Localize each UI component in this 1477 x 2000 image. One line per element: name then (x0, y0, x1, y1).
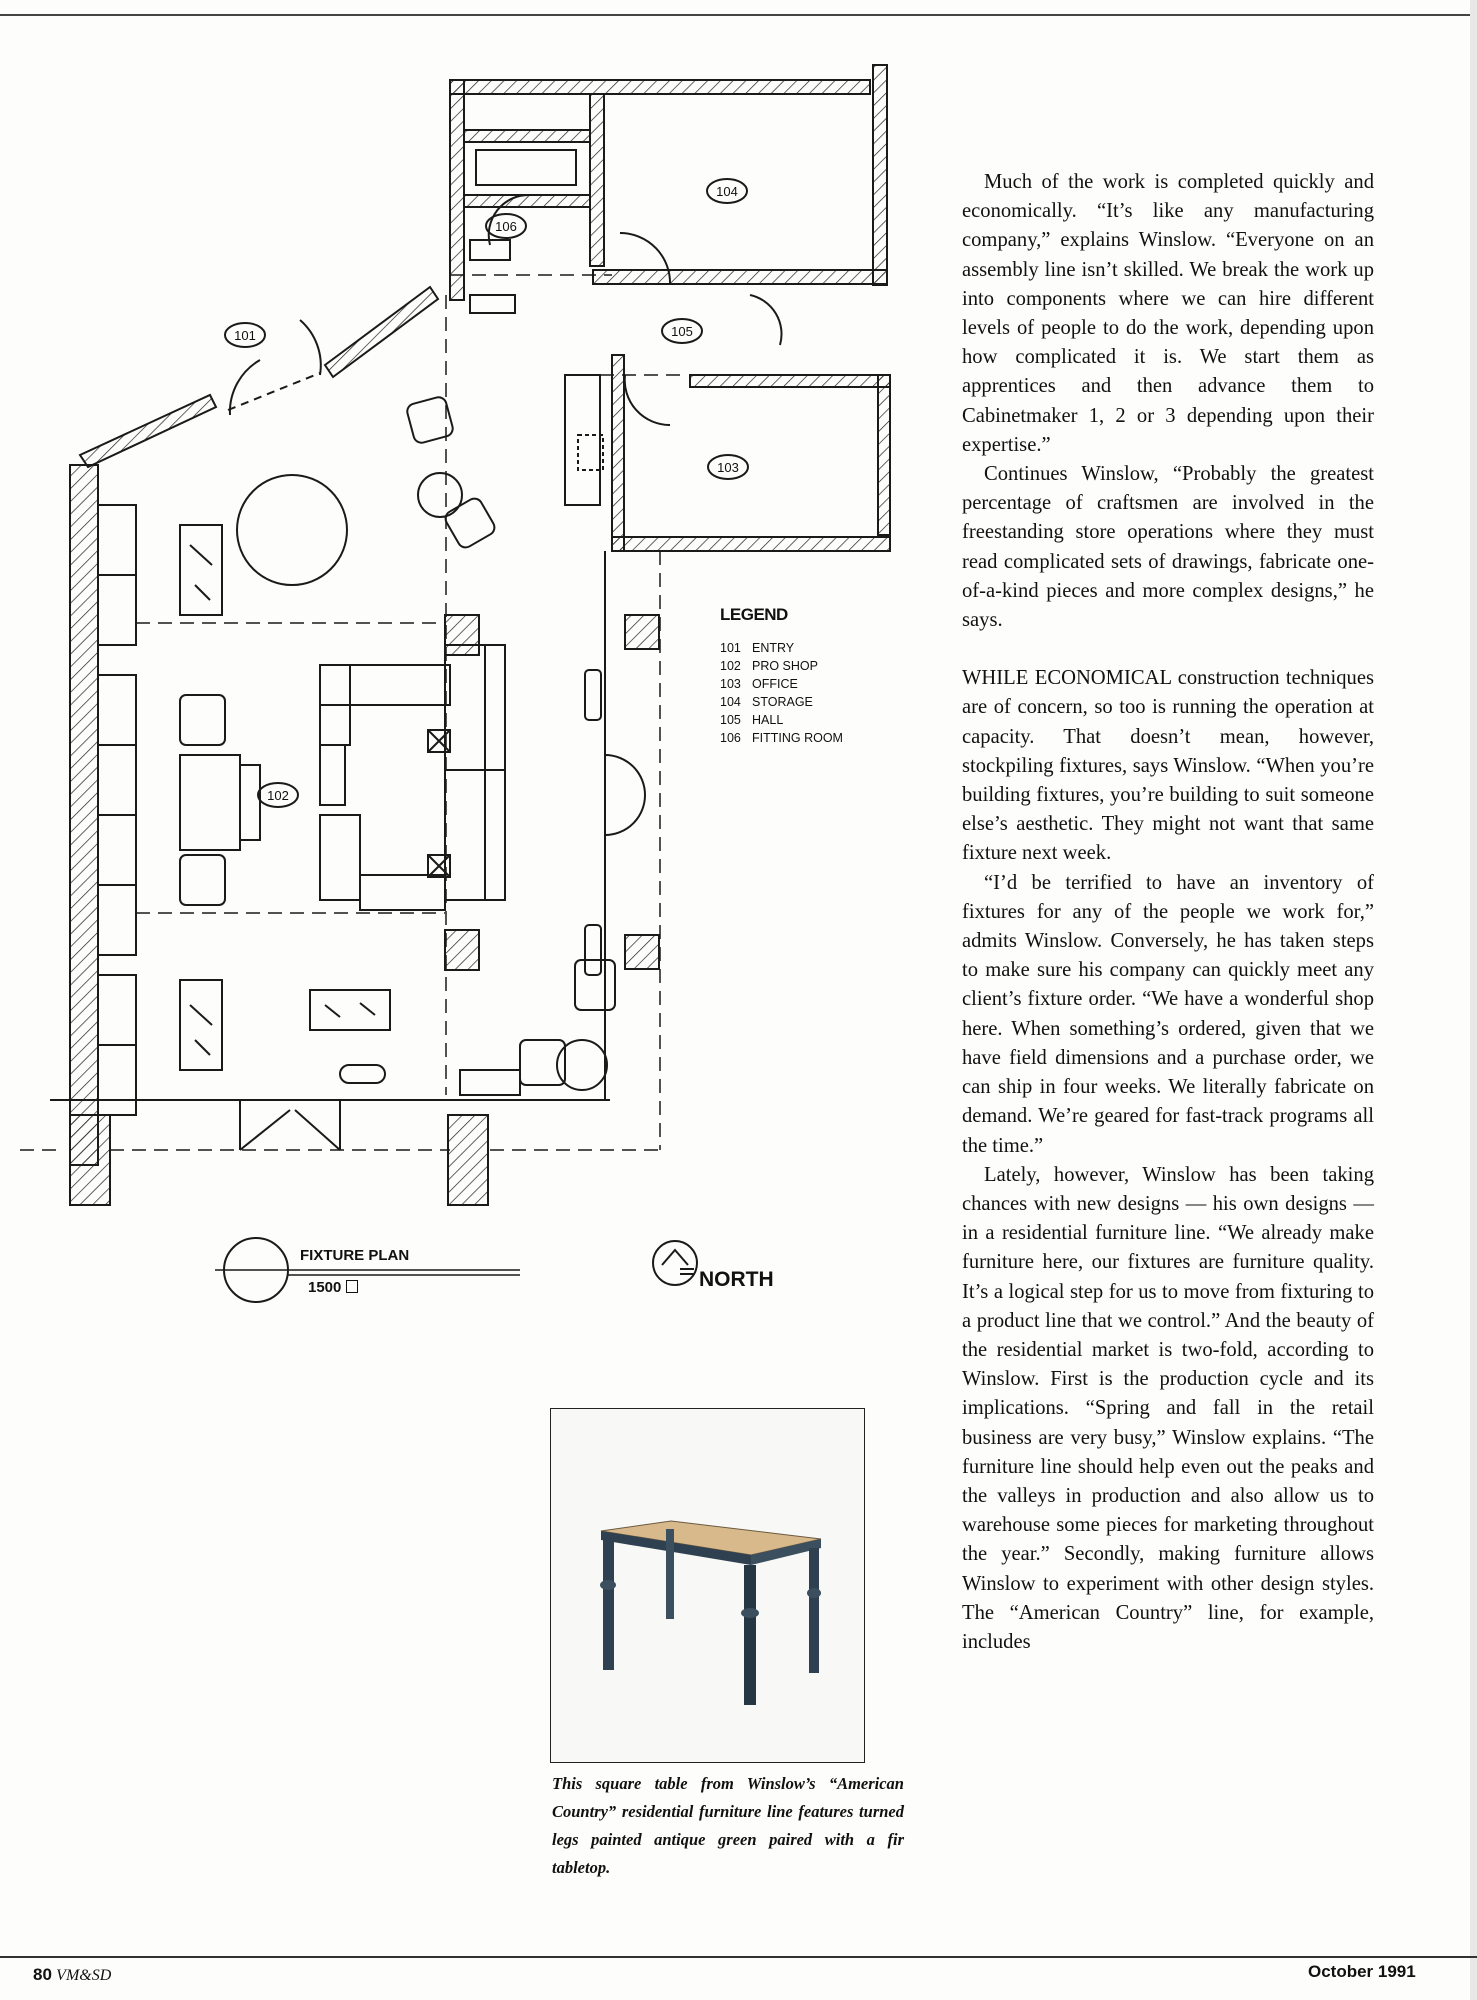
room-tag-105: 105 (671, 324, 693, 339)
photo-caption: This square table from Winslow’s “American Country” residential furniture line features turned legs painted antique green paired with a fir tabletop. (552, 1774, 904, 1877)
legend-item: 104 STORAGE (720, 695, 813, 709)
article-paragraph: “I’d be terrified to have an inventory of fixtures for any of the people we work for,” admits Winslow. Conversely, he has taken steps to make sure his company can quickly meet any client’s fixture order. “We have a wonderful shop here. When something’s ordered, given that we have field dimensions and a purchase order, we can ship in four weeks. We literally fabricate on demand. We’re geared for fast-track programs all the time.” (962, 871, 1374, 1157)
legend-item: 101 ENTRY (720, 641, 795, 655)
legend-item: 102 PRO SHOP (720, 659, 818, 673)
legend-item: 106 FITTING ROOM (720, 731, 843, 745)
article-paragraph: Lately, however, Winslow has been taking chances with new designs — his own designs — in a residential furniture line. “We already make furniture here, our fixtures are furniture quality. It’s a logical step for us to move from fixturing to a product line that we control.” And the beauty of the residential market is two-fold, according to Winslow. First is the production cycle and its implications. “Spring and fall in the retail business are very busy,” Winslow explains. “The furniture line should help even out the peaks and the valleys in production and also allow us to warehouse some pieces for marketing throughout the year.” Secondly, making furniture allows Winslow to experiment with other design styles. The “American Country” line, for example, includes (962, 1163, 1374, 1653)
legend-title: LEGEND (720, 605, 788, 624)
plan-scale: 1500 (308, 1279, 358, 1296)
room-tag-104: 104 (716, 184, 738, 199)
page-edge (1470, 0, 1477, 2000)
issue-date: October 1991 (1308, 1962, 1416, 1981)
article-paragraph: WHILE ECONOMICAL construction techniques are of concern, so too is running the operation at capacity. That doesn’t mean, however, stockpiling fixtures, says Winslow. “When you’re building fixtures, you’re building to suit someone else’s aesthetic. They might not want that same fixture next week. (962, 667, 1374, 865)
article-paragraph: Much of the work is completed quickly and economically. “It’s like any manufacturing company,” explains Winslow. “Everyone on an assembly line isn’t skilled. We break the work up into components where we can hire different levels of people to do the work, depending upon how complicated it is. We start them as apprentices and then advance them to Cabinetmaker 1, 2 or 3 depending upon their expertise.” (962, 171, 1374, 456)
room-tag-101: 101 (234, 328, 256, 343)
table-photo (550, 1408, 865, 1763)
footer-rule (0, 1956, 1477, 1958)
square-table-image (551, 1409, 864, 1762)
scale-square-icon (346, 1280, 358, 1293)
legend-item: 105 HALL (720, 713, 784, 727)
top-rule (0, 14, 1477, 16)
plan-title: FIXTURE PLAN (300, 1247, 410, 1264)
page-folio (33, 1965, 111, 1985)
room-tag-103: 103 (717, 460, 739, 475)
magazine-name: VM&SD (56, 1967, 112, 1984)
north-label: NORTH (699, 1268, 774, 1291)
legend-item: 103 OFFICE (720, 677, 798, 691)
page-number: 80 (33, 1965, 52, 1984)
article-column (962, 168, 1374, 1657)
room-tag-102: 102 (267, 788, 289, 803)
plan-legend (720, 605, 843, 747)
article-paragraph: Continues Winslow, “Probably the greatest percentage of craftsmen are involved in the freestanding store operations where they must read complicated sets of drawings, fabricate one-of-a-kind pieces and more complex designs,” he says. (962, 463, 1374, 632)
room-tag-106: 106 (495, 219, 517, 234)
